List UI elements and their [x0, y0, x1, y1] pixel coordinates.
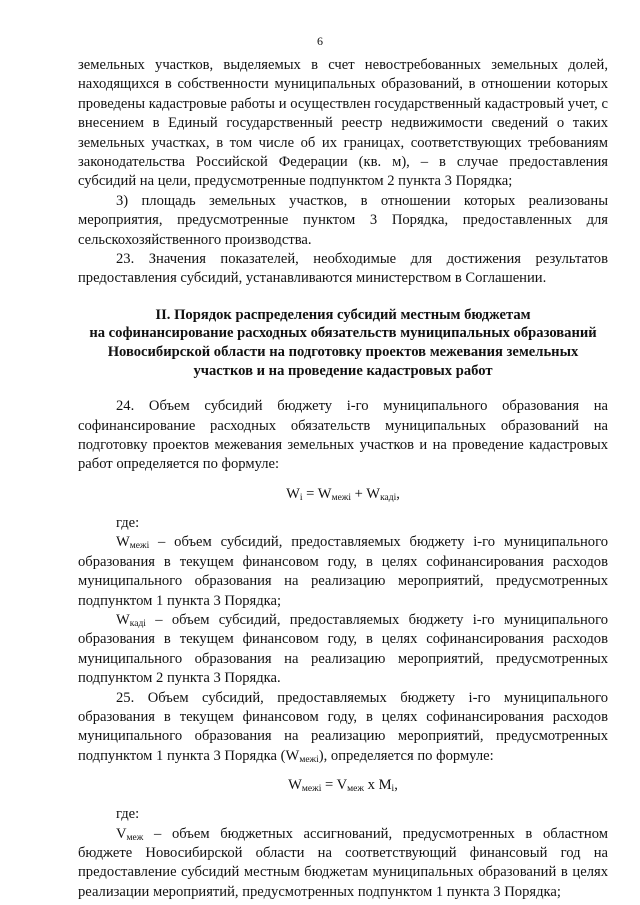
definition-w-kad: $W_{кадi}$ – объем субсидий, предоставляемых бюджету i-го муниципального образования в текущем финансовом году, в целях софинансирования расходов муниципального образования на реализацию мероприятий, предусмотренных подпунктом 2 пункта 3 Порядка.	[78, 611, 608, 687]
document-body	[78, 56, 608, 902]
page-number: 6	[317, 34, 323, 48]
paragraph-24: 24. Объем субсидий бюджету i-го муниципального образования на софинансирование расходных обязательств муниципальных образований на подготовку проектов межевания земельных участков и на проведение кадастровых работ определяется по формуле:	[78, 398, 608, 473]
formula-mezh: $W_{межi} = V_{меж}$ x $M_i$,	[288, 777, 398, 795]
paragraph-item-3: 3) площадь земельных участков, в отношении которых реализованы мероприятия, предусмотренные пунктом 3 Порядка, предоставленных для сельскохозяйственного производства.	[78, 192, 608, 248]
where-label: где:	[116, 806, 140, 823]
section-heading-line: Новосибирской области на подготовку проектов межевания земельных	[107, 344, 579, 361]
definition-w-mezh: $W_{межi}$ – объем субсидий, предоставляемых бюджету i-го муниципального образования в текущем финансовом году, в целях софинансирования расходов муниципального образования на реализацию мероприятий, предусмотренных подпунктом 1 пункта 3 Порядка;	[78, 534, 608, 609]
paragraph-23: 23. Значения показателей, необходимые для достижения результатов предоставления субсидий, устанавливаются министерством в Соглашении.	[78, 251, 608, 287]
section-heading	[78, 306, 608, 380]
paragraph-continuation: земельных участков, выделяемых в счет невостребованных земельных долей, находящихся в собственности муниципальных образований, в отношении которых проведены кадастровые работы и осуществлен государственный кадастровый учет, с внесением в Единый государственный реестр недвижимости сведений о таких земельных участках, в том числе об их границах, соответствующих требованиям законодательства Российской Федерации (кв. м), – в случае предоставления субсидий на цели, предусмотренные подпунктом 2 пункта 3 Порядка;	[78, 57, 608, 190]
where-label: где:	[116, 514, 140, 531]
section-heading-line: II. Порядок распределения субсидий местным бюджетам	[155, 306, 531, 323]
section-heading-line: на софинансирование расходных обязательств муниципальных образований	[89, 325, 597, 342]
section-heading-line: участков и на проведение кадастровых работ	[193, 362, 493, 379]
definition-v-mezh: $V_{меж}$ – объем бюджетных ассигнований, предусмотренных в областном бюджете Новосибирской области на соответствующий финансовый год на предоставление субсидий местным бюджетам муниципальных образований в целях реализации мероприятий, предусмотренных подпунктом 1 пункта 3 Порядка;	[78, 825, 608, 900]
paragraph-25: 25. Объем субсидий, предоставляемых бюджету i-го муниципального образования в текущем финансовом году, в целях софинансирования расходов муниципального образования на реализацию мероприятий, предусмотренных подпунктом 1 пункта 3 Порядка $(W_{межi})$, определяется по формуле:	[78, 689, 608, 765]
formula-total: $W_i = W_{межi} + W_{кадi}$,	[286, 485, 400, 503]
